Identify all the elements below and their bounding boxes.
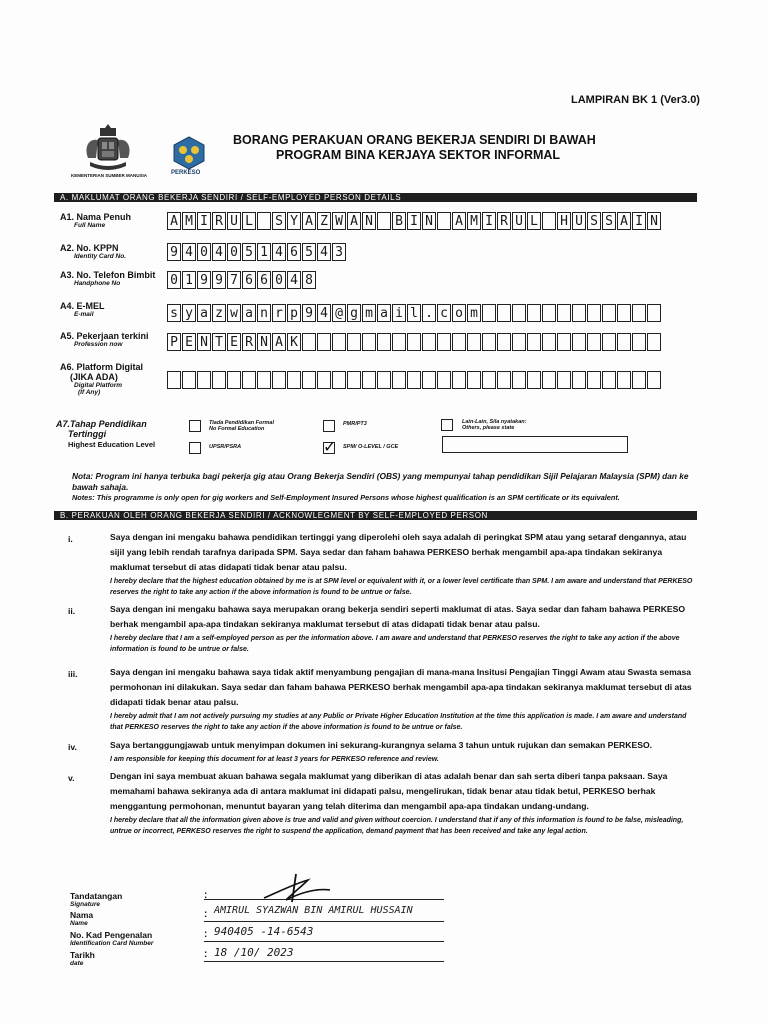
char-box[interactable]: A <box>347 212 361 230</box>
char-box[interactable]: a <box>377 304 391 322</box>
char-box[interactable] <box>182 371 196 389</box>
char-box[interactable] <box>557 371 571 389</box>
char-box[interactable] <box>542 333 556 351</box>
char-box[interactable] <box>317 333 331 351</box>
char-box[interactable]: z <box>212 304 226 322</box>
char-box[interactable]: E <box>227 333 241 351</box>
char-box[interactable] <box>617 304 631 322</box>
a2-label: A2. No. KPPN Identity Card No. <box>60 243 127 260</box>
char-box[interactable]: 5 <box>302 243 316 261</box>
option-spm: SPM/ O-LEVEL / GCE <box>343 444 399 450</box>
a1-label: A1. Nama Penuh Full Name <box>60 212 132 229</box>
checkbox-pmr-pt3[interactable] <box>323 420 335 432</box>
char-box[interactable] <box>467 371 481 389</box>
email-field[interactable] <box>167 304 662 322</box>
note-malay: Nota: Program ini hanya terbuka bagi pekerja gig atau Orang Bekerja Sendiri (OBS) yang mempunyai tahap pendidikan Sijil Pelajaran Malaysia (SPM) dan ke bawah sahaja. <box>72 471 689 492</box>
ic-value[interactable]: 940405 -14-6543 <box>214 925 314 938</box>
option-others: Lain-Lain, Sila nyatakan: Others, please state <box>462 419 527 431</box>
char-box[interactable] <box>632 371 646 389</box>
option-pmr-pt3: PMR/PT3 <box>343 421 367 427</box>
char-box[interactable]: S <box>587 212 601 230</box>
declaration-item-3: Saya dengan ini mengaku bahawa saya tidak aktif menyambung pengajian di mana-mana Insitusi Pengajian Tinggi Awam atau Swasta semasa permohonan ini dilakukan. Saya sedar dan faham bahawa PERKESO berhak mengambil apa-apa tindakan sekiranya maklumat tersebut di atas didapati tidak benar atau palsu. I hereby admit that I am not actively pursuing my studies at any Public or Private Higher Education Institution at the time this application is made. I am aware and understand that PERKESO reserves the right to take any action if the above information is found to be untrue or false. <box>110 667 692 731</box>
char-box[interactable]: A <box>617 212 631 230</box>
char-box[interactable]: m <box>362 304 376 322</box>
profession-field[interactable] <box>167 333 662 351</box>
checkbox-spm[interactable] <box>323 439 337 456</box>
char-box[interactable] <box>647 333 661 351</box>
declaration-item-4: Saya bertanggungjawab untuk menyimpan dokumen ini sekurang-kurangnya selama 3 tahun untuk rujukan dan semakan PERKESO. I am responsible for keeping this document for at least 3 years for PERKESO reference and review. <box>110 740 653 763</box>
char-box[interactable] <box>602 333 616 351</box>
char-box[interactable]: m <box>467 304 481 322</box>
declaration-item-1: Saya dengan ini mengaku bahawa pendidikan tertinggi yang diperolehi oleh saya adalah di peringkat SPM atau yang setaraf dengannya, atau sijil yang lebih rendah tarafnya daripada SPM. Saya sedar dan faham bahawa PERKESO berhak mengambil apa-apa tindakan sekiranya maklumat tersebut di atas didapati tidak benar atau palsu. I hereby declare that the highest education obtained by me is at SPM level or equivalent with it, or a lower level certificate than SPM. I am aware and understand that PERKESO reserves the right to take any action if the above information is found to be untrue or false. <box>110 532 693 596</box>
char-box[interactable]: l <box>407 304 421 322</box>
date-value[interactable]: 18 /10/ 2023 <box>214 946 294 959</box>
char-box[interactable]: 4 <box>212 243 226 261</box>
char-box[interactable] <box>617 371 631 389</box>
form-title-line1: BORANG PERAKUAN ORANG BEKERJA SENDIRI DI BAWAH <box>233 133 596 147</box>
a3-label: A3. No. Telefon Bimbit Handphone No <box>60 270 156 287</box>
char-box[interactable] <box>272 371 286 389</box>
char-box[interactable]: N <box>422 212 436 230</box>
char-box[interactable]: 0 <box>197 243 211 261</box>
char-box[interactable] <box>347 333 361 351</box>
char-box[interactable] <box>242 371 256 389</box>
char-box[interactable]: @ <box>332 304 346 322</box>
char-box[interactable]: U <box>227 212 241 230</box>
char-box[interactable] <box>437 371 451 389</box>
char-box[interactable] <box>527 333 541 351</box>
char-box[interactable]: B <box>392 212 406 230</box>
name-value[interactable]: AMIRUL SYAZWAN BIN AMIRUL HUSSAIN <box>214 905 413 916</box>
declaration-item-5: Dengan ini saya membuat akuan bahawa segala maklumat yang diberikan di atas adalah benar dan sah serta diberi tanpa paksaan. Saya memahami bahawa sekiranya ada di antara maklumat ini didapati palsu, mengelirukan, tidak benar atau tidak betul, PERKESO berhak menggantung permohonan, menuntut bayaran yang telah diterima dan mengambil apa-apa tindakan undang-undang. I hereby declare that all the information given above is true and valid and given without coercion. I understand that if any of this information is found to be false, misleading, untrue or incorrect, PERKESO reserves the right to suspend the application, demand payment that has been received and take any legal action. <box>110 771 684 835</box>
colon: : <box>204 909 208 920</box>
char-box[interactable] <box>317 371 331 389</box>
char-box[interactable] <box>422 333 436 351</box>
char-box[interactable]: T <box>212 333 226 351</box>
char-box[interactable]: A <box>167 212 181 230</box>
char-box[interactable] <box>587 304 601 322</box>
char-box[interactable]: R <box>212 212 226 230</box>
char-box[interactable] <box>257 371 271 389</box>
char-box[interactable] <box>647 304 661 322</box>
signature-label: Tandatangan Signature <box>70 891 123 908</box>
char-box[interactable]: i <box>392 304 406 322</box>
char-box[interactable]: Z <box>317 212 331 230</box>
char-box[interactable]: y <box>182 304 196 322</box>
a4-label: A4. E-MEL E-mail <box>60 301 105 318</box>
char-box[interactable]: S <box>272 212 286 230</box>
char-box[interactable]: A <box>302 212 316 230</box>
char-box[interactable] <box>302 371 316 389</box>
char-box[interactable]: 5 <box>242 243 256 261</box>
handwritten-signature <box>258 872 338 904</box>
section-a-header: A. MAKLUMAT ORANG BEKERJA SENDIRI / SELF-EMPLOYED PERSON DETAILS <box>54 193 697 202</box>
char-box[interactable]: 4 <box>287 271 301 289</box>
char-box[interactable] <box>167 371 181 389</box>
char-box[interactable] <box>497 371 511 389</box>
ic-number-field[interactable] <box>167 243 347 261</box>
char-box[interactable] <box>647 371 661 389</box>
char-box[interactable]: 1 <box>182 271 196 289</box>
char-box[interactable]: M <box>467 212 481 230</box>
date-label: Tarikh date <box>70 950 95 967</box>
char-box[interactable] <box>572 333 586 351</box>
char-box[interactable] <box>302 333 316 351</box>
char-box[interactable] <box>332 371 346 389</box>
char-box[interactable]: a <box>242 304 256 322</box>
char-box[interactable]: 9 <box>197 271 211 289</box>
colon: : <box>204 890 208 901</box>
char-box[interactable] <box>257 212 271 230</box>
char-box[interactable] <box>377 371 391 389</box>
char-box[interactable] <box>542 371 556 389</box>
item-number: iii. <box>68 669 78 679</box>
checkbox-others[interactable] <box>441 419 453 431</box>
char-box[interactable] <box>587 333 601 351</box>
char-box[interactable]: I <box>197 212 211 230</box>
char-box[interactable] <box>632 304 646 322</box>
char-box[interactable]: S <box>602 212 616 230</box>
char-box[interactable]: M <box>182 212 196 230</box>
full-name-field[interactable] <box>167 212 662 230</box>
char-box[interactable] <box>197 371 211 389</box>
char-box[interactable]: c <box>437 304 451 322</box>
char-box[interactable]: 4 <box>317 243 331 261</box>
char-box[interactable] <box>632 333 646 351</box>
char-box[interactable]: 8 <box>302 271 316 289</box>
char-box[interactable] <box>512 371 526 389</box>
char-box[interactable]: 4 <box>317 304 331 322</box>
char-box[interactable]: R <box>242 333 256 351</box>
char-box[interactable]: H <box>557 212 571 230</box>
item-number: v. <box>68 773 75 783</box>
char-box[interactable] <box>572 304 586 322</box>
colon: : <box>204 949 208 960</box>
char-box[interactable] <box>437 333 451 351</box>
note-english: Notes: This programme is only open for gig workers and Self-Employment Insured Persons whose highest qualification is an SPM certificate or its equivalent. <box>72 493 620 502</box>
section-b-header: B. PERAKUAN OLEH ORANG BEKERJA SENDIRI / ACKNOWLEGMENT BY SELF-EMPLOYED PERSON <box>54 511 697 520</box>
char-box[interactable] <box>512 333 526 351</box>
char-box[interactable] <box>482 304 496 322</box>
char-box[interactable] <box>452 371 466 389</box>
char-box[interactable] <box>497 333 511 351</box>
checkbox-no-formal-education[interactable] <box>189 420 201 432</box>
char-box[interactable]: a <box>197 304 211 322</box>
a5-label: A5. Pekerjaan terkini Profession now <box>60 331 149 348</box>
char-box[interactable]: U <box>512 212 526 230</box>
char-box[interactable]: N <box>647 212 661 230</box>
char-box[interactable]: n <box>257 304 271 322</box>
perkeso-logo <box>171 136 211 182</box>
char-box[interactable] <box>392 333 406 351</box>
char-box[interactable] <box>557 304 571 322</box>
char-box[interactable] <box>497 304 511 322</box>
char-box[interactable]: I <box>407 212 421 230</box>
char-box[interactable] <box>572 371 586 389</box>
char-box[interactable] <box>377 212 391 230</box>
char-box[interactable]: A <box>452 212 466 230</box>
phone-field[interactable] <box>167 271 317 289</box>
char-box[interactable] <box>452 333 466 351</box>
option-upsr-psra: UPSR/PSRA <box>209 444 242 450</box>
char-box[interactable]: P <box>167 333 181 351</box>
others-specify-field[interactable] <box>442 436 628 453</box>
char-box[interactable]: 4 <box>182 243 196 261</box>
char-box[interactable]: L <box>242 212 256 230</box>
char-box[interactable]: 0 <box>227 243 241 261</box>
ic-line <box>204 941 444 942</box>
char-box[interactable]: w <box>227 304 241 322</box>
char-box[interactable] <box>362 333 376 351</box>
char-box[interactable]: 6 <box>287 243 301 261</box>
char-box[interactable] <box>407 333 421 351</box>
perkeso-caption: PERKESO <box>171 170 201 176</box>
char-box[interactable] <box>557 333 571 351</box>
char-box[interactable] <box>542 304 556 322</box>
char-box[interactable]: 3 <box>332 243 346 261</box>
char-box[interactable] <box>362 371 376 389</box>
char-box[interactable] <box>617 333 631 351</box>
char-box[interactable] <box>587 371 601 389</box>
char-box[interactable] <box>377 333 391 351</box>
char-box[interactable] <box>512 304 526 322</box>
char-box[interactable] <box>602 371 616 389</box>
char-box[interactable]: L <box>527 212 541 230</box>
char-box[interactable]: g <box>347 304 361 322</box>
char-box[interactable] <box>392 371 406 389</box>
option-no-formal-education: Tiada Pendidikan Formal No Formal Education <box>209 420 274 432</box>
char-box[interactable]: N <box>362 212 376 230</box>
char-box[interactable]: K <box>287 333 301 351</box>
char-box[interactable]: 4 <box>272 243 286 261</box>
char-box[interactable]: U <box>572 212 586 230</box>
char-box[interactable] <box>407 371 421 389</box>
char-box[interactable]: o <box>452 304 466 322</box>
char-box[interactable]: Y <box>287 212 301 230</box>
char-box[interactable] <box>347 371 361 389</box>
item-number: ii. <box>68 606 76 616</box>
char-box[interactable]: I <box>632 212 646 230</box>
ministry-caption: KEMENTERIAN SUMBER MANUSIA <box>70 173 147 178</box>
item-number: iv. <box>68 742 77 752</box>
char-box[interactable]: 9 <box>167 243 181 261</box>
colon: : <box>204 929 208 940</box>
ministry-crest-logo <box>70 124 147 182</box>
char-box[interactable]: p <box>287 304 301 322</box>
name-line <box>204 921 444 922</box>
a6-label: A6. Platform Digital (JIKA ADA) Digital Platform (If Any) <box>60 362 144 396</box>
document-reference: LAMPIRAN BK 1 (Ver3.0) <box>571 94 700 106</box>
char-box[interactable]: 0 <box>272 271 286 289</box>
char-box[interactable] <box>602 304 616 322</box>
char-box[interactable]: 9 <box>212 271 226 289</box>
char-box[interactable]: . <box>422 304 436 322</box>
char-box[interactable] <box>467 333 481 351</box>
char-box[interactable] <box>482 333 496 351</box>
check-mark-icon: ✓ <box>323 439 337 456</box>
form-title-line2: PROGRAM BINA KERJAYA SEKTOR INFORMAL <box>276 148 561 162</box>
char-box[interactable] <box>482 371 496 389</box>
a7-label: A7.Tahap Pendidikan Tertinggi Highest Education Level <box>56 419 156 449</box>
char-box[interactable]: 0 <box>167 271 181 289</box>
char-box[interactable] <box>212 371 226 389</box>
char-box[interactable] <box>437 212 451 230</box>
char-box[interactable]: I <box>482 212 496 230</box>
char-box[interactable] <box>542 212 556 230</box>
char-box[interactable] <box>227 371 241 389</box>
char-box[interactable]: N <box>197 333 211 351</box>
char-box[interactable]: 1 <box>257 243 271 261</box>
char-box[interactable]: r <box>272 304 286 322</box>
char-box[interactable]: W <box>332 212 346 230</box>
char-box[interactable]: 6 <box>257 271 271 289</box>
char-box[interactable]: 7 <box>227 271 241 289</box>
declaration-item-2: Saya dengan ini mengaku bahawa saya merupakan orang bekerja sendiri seperti maklumat di atas. Saya sedar dan faham bahawa PERKESO berhak mengambil apa-apa tindakan sekiranya maklumat tersebut di atas didapati tidak benar atau palsu. I hereby declare that I am a self-employed person as per the information above. I am aware and understand that PERKESO reserves the right to take any action if the above information is found to be untrue or false. <box>110 604 686 653</box>
name-label: Nama Name <box>70 910 94 927</box>
char-box[interactable]: s <box>167 304 181 322</box>
checkbox-upsr-psra[interactable] <box>189 442 201 454</box>
char-box[interactable]: R <box>497 212 511 230</box>
char-box[interactable] <box>332 333 346 351</box>
char-box[interactable]: E <box>182 333 196 351</box>
digital-platform-field[interactable] <box>167 371 662 389</box>
date-line <box>204 961 444 962</box>
char-box[interactable] <box>287 371 301 389</box>
item-number: i. <box>68 534 73 544</box>
ic-label: No. Kad Pengenalan Identification Card Number <box>70 930 154 947</box>
char-box[interactable] <box>527 371 541 389</box>
char-box[interactable]: N <box>257 333 271 351</box>
char-box[interactable]: 9 <box>302 304 316 322</box>
char-box[interactable]: A <box>272 333 286 351</box>
char-box[interactable]: 6 <box>242 271 256 289</box>
char-box[interactable] <box>527 304 541 322</box>
char-box[interactable] <box>422 371 436 389</box>
